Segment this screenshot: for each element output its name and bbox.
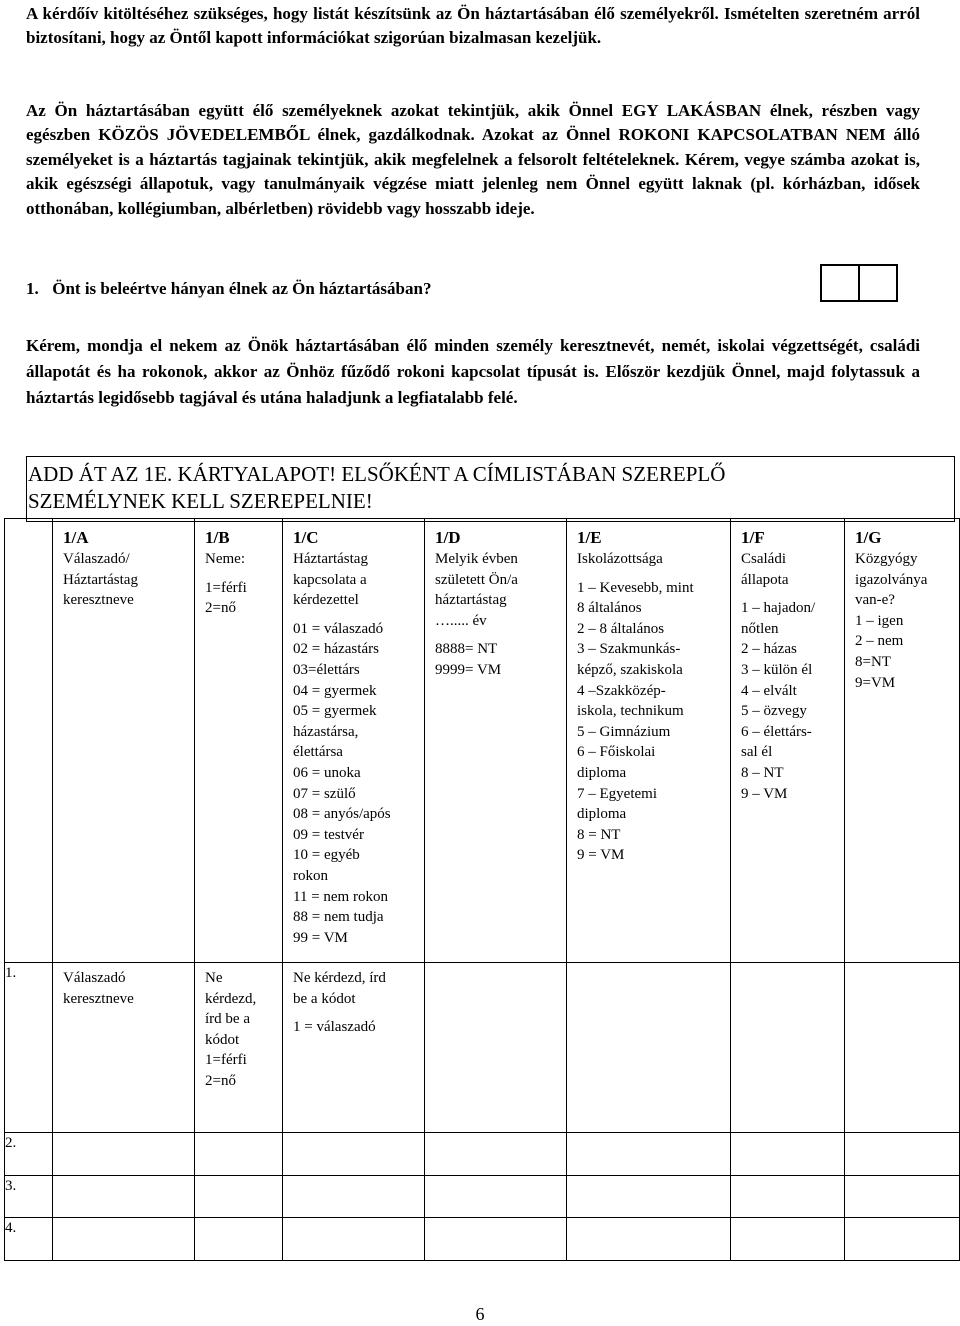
row1-col-1b [195,963,283,1133]
cell-line: 9 – VM [741,785,788,802]
banner-line-2: SZEMÉLYNEK KELL SZEREPELNIE! [28,489,373,513]
cell-line: írd be a [205,1011,250,1028]
cell-line: keresztneve [63,990,134,1007]
cell-line: 2 – házas [741,641,797,658]
cell-line: igazolványa [855,571,928,588]
row3-col-1c[interactable] [283,1176,425,1218]
cell-line: 06 = unoka [293,764,361,781]
cell-line: 9=VM [855,674,896,691]
column-code: 1/D [435,528,461,547]
cell-line: 9 = VM [577,847,625,864]
cell-line: keresztneve [63,592,134,609]
cell-line: 9999= VM [435,661,502,678]
cell-line: 8888= NT [435,641,498,658]
cell-line: 11 = nem rokon [293,888,388,905]
cell-line: 99 = VM [293,929,348,946]
row1-col-1a [53,963,195,1133]
row3-col-1f[interactable] [731,1176,845,1218]
cell-line: kódot [205,1031,240,1048]
row2-col-1a[interactable] [53,1133,195,1176]
intro-paragraph-3: Kérem, mondja el nekem az Önök háztartásában élő minden személy keresztnevét, nemét, iskolai végzettségét, családi állapotát és ha rokonok, akkor az Önhöz fűződő rokoni kapcsolat típusát is. Először kezdjük Önnel, majd folytassuk a háztartás legidősebb tagjával és utána haladjunk a legfiatalabb felé. [26,336,920,407]
row3-col-1a[interactable] [53,1176,195,1218]
cell-line: 07 = szülő [293,785,356,802]
row4-col-1b[interactable] [195,1218,283,1261]
cell-line: képző, szakiskola [577,661,683,678]
page-number: 6 [475,1304,485,1324]
cell-line: Melyik évben [435,551,518,567]
row3-col-1g[interactable] [845,1176,960,1218]
cell-line: 10 = egyéb [293,847,360,864]
col-1c-header [283,519,425,963]
cell-line: 8 – NT [741,764,784,781]
household-count-digit-1[interactable] [822,266,858,300]
cell-line: 2=nő [205,600,236,617]
row4-col-1f[interactable] [731,1218,845,1261]
cell-line [435,631,562,639]
cell-line: 8=NT [855,653,891,670]
row4-col-1e[interactable] [567,1218,731,1261]
cell-line: Ne kérdezd, írd [293,970,386,986]
header-num-cell [5,519,53,963]
cell-line: 7 – Egyetemi [577,785,657,802]
row1-col-1f[interactable] [731,963,845,1133]
cell-line: kérdezettel [293,592,359,609]
row1-col-1g[interactable] [845,963,960,1133]
cell-line: Válaszadó [63,970,126,986]
cell-line: 09 = testvér [293,826,364,843]
question-1-number: 1. [26,279,39,298]
cell-line: Háztartástag [63,571,138,588]
row3-col-1e[interactable] [567,1176,731,1218]
household-count-boxes[interactable] [820,264,898,302]
table-row [5,963,960,1133]
column-code: 1/C [293,528,319,547]
cell-line: 3 – Szakmunkás- [577,641,681,658]
intro-paragraph-1: A kérdőív kitöltéséhez szükséges, hogy listát készítsünk az Ön háztartásában élő személyekről. Ismételten szeretném arról biztosítani, hogy az Öntől kapott információkat szigorúan bizalmasan kezeljük. [26,4,920,48]
cell-line [205,570,278,578]
question-1-text: Önt is beleértve hányan élnek az Ön háztartásában? [52,279,432,298]
cell-line: Válaszadó/ [63,551,130,567]
row2-col-1g[interactable] [845,1133,960,1176]
cell-line: 1=férfi [205,1052,247,1069]
row-number: 3. [5,1176,53,1218]
row1-col-1e[interactable] [567,963,731,1133]
cell-line: diploma [577,764,627,781]
col-1e-header [567,519,731,963]
cell-line [293,611,420,619]
question-1 [26,279,431,299]
row2-col-1d[interactable] [425,1133,567,1176]
row3-col-1b[interactable] [195,1176,283,1218]
cell-line: van-e? [855,592,895,609]
cell-line: 4 – elvált [741,682,797,699]
cell-line: 01 = válaszadó [293,620,384,637]
cell-line: 1 = válaszadó [293,1019,376,1036]
cell-line: 1=férfi [205,579,247,596]
instruction-banner [26,456,955,522]
row-number: 2. [5,1133,53,1176]
cell-line [741,590,840,598]
cell-line: 3 – külön él [741,661,813,678]
household-count-digit-2[interactable] [858,266,896,300]
row4-col-1c[interactable] [283,1218,425,1261]
row4-col-1a[interactable] [53,1218,195,1261]
cell-line: 2=nő [205,1072,236,1089]
table-row [5,1133,960,1176]
cell-line: 05 = gyermek [293,703,377,720]
row4-col-1g[interactable] [845,1218,960,1261]
cell-line: 03=élettárs [293,661,360,678]
column-code: 1/G [855,528,882,547]
cell-line: 5 – Gimnázium [577,723,671,740]
cell-line: …..... év [435,612,487,629]
cell-line: Iskolázottsága [577,551,663,567]
cell-line: 6 – Főiskolai [577,744,656,761]
row-number: 4. [5,1218,53,1261]
column-code: 1/E [577,528,602,547]
row-number: 1. [5,963,53,1133]
row2-col-1b[interactable] [195,1133,283,1176]
column-code: 1/A [63,528,89,547]
cell-line: iskola, technikum [577,703,684,720]
cell-line: született Ön/a [435,571,518,588]
row2-col-1e[interactable] [567,1133,731,1176]
banner-line-1: ADD ÁT AZ 1E. KÁRTYALAPOT! ELSŐKÉNT A CÍMLISTÁBAN SZEREPLŐ [28,462,726,486]
cell-line: 1 – Kevesebb, mint [577,579,694,596]
cell-line: 2 – 8 általános [577,620,665,637]
cell-line: 1 – hajadon/ [741,600,816,617]
cell-line: nőtlen [741,620,779,637]
row1-col-1c [283,963,425,1133]
cell-line: 02 = házastárs [293,641,379,658]
cell-line: 6 – élettárs- [741,723,812,740]
cell-line: Közgyógy [855,551,918,567]
cell-line: sal él [741,744,773,761]
col-1d-header [425,519,567,963]
col-1f-header [731,519,845,963]
cell-line: 88 = nem tudja [293,909,384,926]
row4-col-1d[interactable] [425,1218,567,1261]
cell-line: diploma [577,806,627,823]
cell-line: 8 általános [577,600,642,617]
table-row [5,1176,960,1218]
cell-line: Neme: [205,551,245,567]
cell-line: Ne [205,970,223,986]
cell-line: 2 – nem [855,633,904,650]
cell-line: be a kódot [293,990,356,1007]
row1-col-1d[interactable] [425,963,567,1133]
cell-line: 04 = gyermek [293,682,377,699]
row2-col-1f[interactable] [731,1133,845,1176]
cell-line: 1 – igen [855,612,904,629]
cell-line: 5 – özvegy [741,703,807,720]
cell-line: állapota [741,571,789,588]
cell-line [577,570,726,578]
cell-line: kapcsolata a [293,571,367,588]
row2-col-1c[interactable] [283,1133,425,1176]
table-row [5,1218,960,1261]
column-code: 1/F [741,528,765,547]
column-code: 1/B [205,528,230,547]
cell-line: háztartástag [435,592,507,609]
col-1b-header [195,519,283,963]
household-grid [4,518,960,1261]
cell-line: rokon [293,867,328,884]
cell-line [293,1009,420,1017]
cell-line: 08 = anyós/após [293,806,391,823]
cell-line: Családi [741,551,786,567]
cell-line: házastársa, [293,723,359,740]
cell-line: 8 = NT [577,826,621,843]
col-1g-header [845,519,960,963]
header-row [5,519,960,963]
cell-line: élettársa [293,744,343,761]
col-1a-header [53,519,195,963]
cell-line: 4 –Szakközép- [577,682,666,699]
intro-paragraph-2: Az Ön háztartásában együtt élő személyeknek azokat tekintjük, akik Önnel EGY LAKÁSBAN élnek, részben vagy egészben KÖZÖS JÖVEDELEMBŐL élnek, gazdálkodnak. Azokat az Önnel ROKONI KAPCSOLATBAN NEM álló személyeket is a háztartás tagjainak tekintjük, akik megfelelnek a felsorolt feltételeknek. Kérem, vegye számba azokat is, akik egészségi állapotuk, vagy tanulmányaik végzése miatt jelenleg nem Önnel együtt laknak (pl. kórházban, idősek otthonában, kollégiumban, albérletben) rövidebb vagy hosszabb ideje. [26,101,920,218]
cell-line: kérdezd, [205,990,257,1007]
row3-col-1d[interactable] [425,1176,567,1218]
cell-line: Háztartástag [293,551,368,567]
